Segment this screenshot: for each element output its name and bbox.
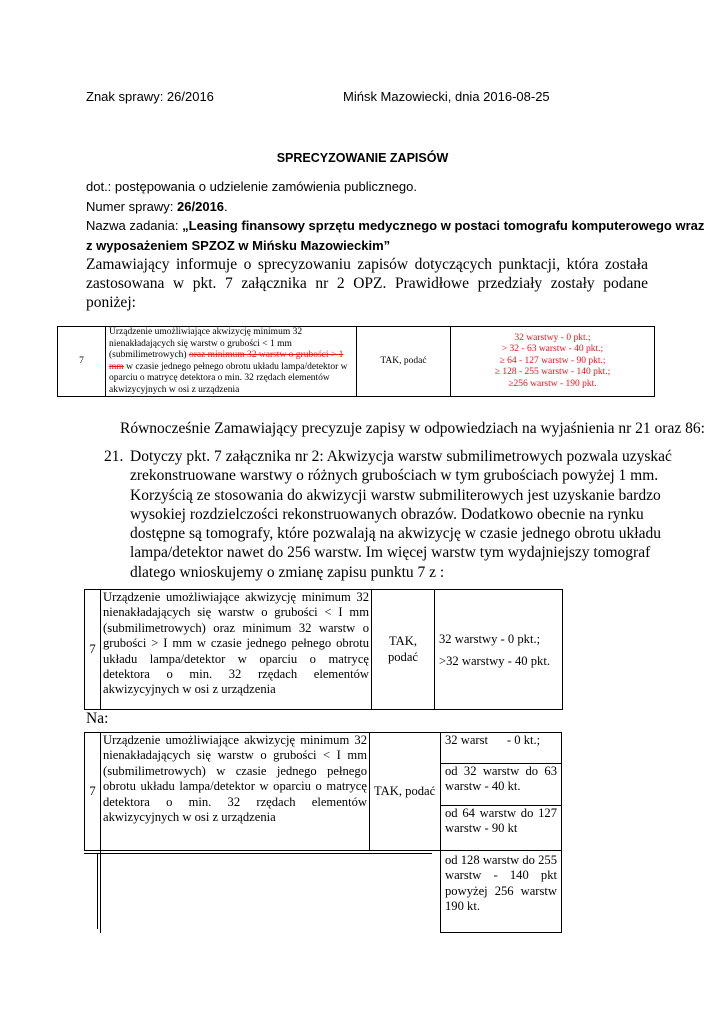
description-strikethrough: oraz minimum 32 warstw o grubości > 1 mm <box>109 350 344 372</box>
task-name-label: Nazwa zadania: <box>86 218 183 233</box>
new-requirement-table <box>84 732 562 933</box>
score-item: >32 warstwy - 40 pkt. <box>439 653 550 668</box>
score-cell <box>435 590 563 710</box>
empty-cell <box>370 851 441 933</box>
score-range-item: > 32 - 63 warstw - 40 pkt.; <box>501 344 604 355</box>
task-name-value: „Leasing finansowy sprzętu medycznego w postaci tomografu komputerowego wraz <box>182 218 705 233</box>
row-number: 7 <box>58 327 106 397</box>
corrected-ranges-table <box>57 326 655 397</box>
meta-block <box>86 177 704 255</box>
answer-cell: TAK, podać <box>357 327 451 397</box>
table-row <box>85 733 562 764</box>
answer-cell: TAK, podać <box>372 590 435 710</box>
page-title: SPRECYZOWANIE ZAPISÓW <box>276 151 449 165</box>
item-text-line: Korzyścią ze stosowania do akwizycji warstw submiliterowych jest uzyskanie bardzo <box>130 486 661 504</box>
empty-cell <box>101 851 370 933</box>
score-range-item: ≥ 64 - 127 warstw - 90 pkt.; <box>499 355 606 366</box>
case-number-label: Numer sprawy: <box>86 198 178 214</box>
score-item: od 64 warstw do 127 warstw - 90 kt <box>441 806 562 851</box>
answer-cell: TAK, podać <box>370 733 441 851</box>
description-text-2: w czasie jednego pełnego obrotu układu lampa/detektor w oparciu o matrycę detektora o min. 32 rzędach elementów akwizycyjnych w osi z urządzenia <box>109 361 348 395</box>
score-range-item: ≥256 warstw - 190 pkt. <box>508 378 597 389</box>
score-item: od 128 warstw do 255 warstw - 140 pkt powyżej 256 warstw 190 kt. <box>441 851 562 933</box>
score-range-item: 32 warstwy - 0 pkt.; <box>514 332 591 343</box>
task-name-line2: z wyposażeniem SPZOZ w Mińsku Mazowieckim” <box>86 237 391 253</box>
row-number: 7 <box>85 733 101 851</box>
table-row <box>58 327 655 397</box>
item-text-line: Dotyczy pkt. 7 załącznika nr 2: Akwizycja warstw submilimetrowych pozwala uzyskać <box>130 448 672 465</box>
score-item: 32 warstwy - 0 pkt.; <box>439 631 541 646</box>
na-label: Na: <box>86 710 109 727</box>
case-number-suffix: . <box>224 198 228 214</box>
item-text-line: zrekonstruowane warstwy o różnych grubościach w tym grubościach powyżej 1 mm. <box>130 467 659 485</box>
score-item: od 32 warstw do 63 warstw - 40 kt. <box>441 764 562 806</box>
item-text <box>130 447 672 582</box>
score-ranges <box>451 327 655 397</box>
intro-paragraph: Zamawiający informuje o sprecyzowaniu zapisów dotyczących punktacji, która została zastosowana w pkt. 7 załącznika nr 2 OPZ. Prawidłowe przedziały zostały podane poniżej: <box>86 256 648 311</box>
score-item: 32 warst - 0 kt.; <box>441 733 562 764</box>
case-number-value: 26/2016 <box>177 198 225 214</box>
dot-line: dot.: postępowania o udzielenie zamówienia publicznego. <box>86 179 417 194</box>
requirement-description <box>106 327 357 397</box>
place-date: Mińsk Mazowiecki, dnia 2016-08-25 <box>343 89 550 104</box>
divider <box>84 853 432 854</box>
row-number: 7 <box>85 590 101 710</box>
divider <box>97 853 98 929</box>
description-text: Urządzenie umożliwiające akwizycję minimum 32 nienakładających się warstw o grubości < 1 mm (submilimetrowych) <box>109 327 303 360</box>
paragraph-2: Równocześnie Zamawiający precyzuje zapisy w odpowiedziach na wyjaśnienia nr 21 oraz 86: <box>120 420 705 437</box>
score-range-item: ≥ 128 - 255 warstw - 140 pkt.; <box>494 367 611 378</box>
original-requirement-table <box>84 589 563 710</box>
table-row <box>85 590 563 710</box>
item-text-line: dostępne są tomografy, które pozwalają na akwizycję w czasie jednego obrotu układu <box>130 525 661 543</box>
task-name-line <box>86 216 704 236</box>
case-number-line <box>86 197 704 217</box>
requirement-description: Urządzenie umożliwiające akwizycję minimum 32 nienakładających się warstw o grubości < I mm (submilimetrowych) w czasie jednego pełnego obrotu układu lampa/detektor w oparciu o matrycę detektora o min. 32 rzędach elementów akwizycyjnych w osi z urządzenia <box>101 733 370 851</box>
item-text-line: dlatego wnioskujemy o zmianę zapisu punktu 7 z : <box>130 563 445 581</box>
item-text-line: lampa/detektor nawet do 256 warstw. Im więcej warstw tym wydajniejszy tomograf <box>130 544 651 562</box>
empty-cell <box>85 851 101 933</box>
case-number: Znak sprawy: 26/2016 <box>86 89 214 104</box>
item-number: 21. <box>104 448 124 465</box>
item-text-line: wysokiej rozdzielczości rekonstruowanych obrazów. Dodatkowo obecnie na rynku <box>130 505 644 523</box>
requirement-description: Urządzenie umożliwiające akwizycję minimum 32 nienakładających się warstw o grubości < I mm (submilimetrowych) oraz minimum 32 warstw o grubości > I mm w czasie jednego pełnego obrotu układu lampa/detektor w oparciu o matrycę detektora o min. 32 rzędach elementów akwizycyjnych w osi z urządzenia <box>101 590 372 710</box>
table-row <box>85 851 562 933</box>
